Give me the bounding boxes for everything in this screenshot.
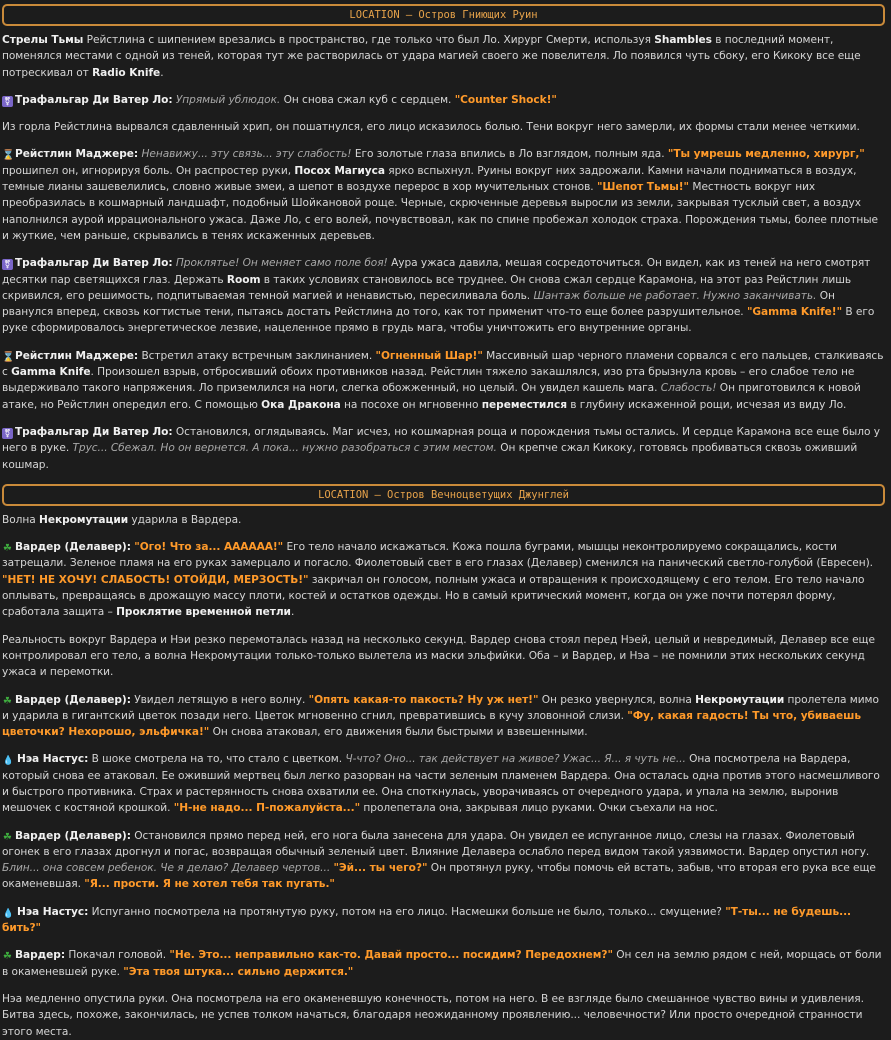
narration-text: Рейстлина с шипением врезались в пространство, где только что был Ло. Хирург Смерти, используя [83,34,655,46]
thought-text: Слабость! [660,382,717,395]
narration-text: пролепетала она, закрывая лицо руками. Очки съехали на нос. [360,802,718,815]
narration-text: Он рванулся вперед, сквозь когтистые тени, пытаясь достать Рейстлина до того, как тот применит что-то еще более разрушительное. [2,289,835,319]
narration-text: Он приготовился к новой атаке, но Рейстлин опередил его. С помощью [2,382,861,411]
speech-text: "Огненный Шар!" [375,349,483,362]
narration-text: в таких условиях становилось все труднее. Он снова сжал сердце Карамона, на этот раз Рейстлин лишь скривился, его решимость, подпитываемая темной магией и ненавистью, пересиливала боль. [2,273,852,302]
speech-text: "Фу, какая гадость! Ты что, убиваешь цветочки? Нехорошо, эльфичка!" [2,709,862,739]
ability-name: Room [226,273,261,286]
thought-text: Трус... Сбежал. Но он вернется. А пока... нужно разобраться с этим местом. [72,442,497,455]
narration-text: . Произошел взрыв, отбросивший обоих противников назад. Рейстлин тяжело закашлялся, изо рта брызнула кровь – его слабое тело не выдерживало такого напряжения. Ло приземлился на ноги, слегка обожженный, но целый. Он увидел кашель мага. [2,366,855,395]
narration-text: пролетела мимо и ударила в гигантский цветок позади него. Цветок мгновенно сгнил, превратившись в кучу зловонной слизи. [2,693,879,722]
speech-text: "Шепот Тьмы!" [596,181,690,194]
character-post [2,692,885,741]
speech-text: "Эта твоя штука... сильно держится." [123,965,354,978]
character-post [2,424,885,473]
narration-text: Испуганно посмотрела на протянутую руку, потом на его лицо. Насмешки больше не было, только... смущение? [88,905,726,918]
narration-text: в глубину искаженной рощи, исчезая из виду Ло. [566,398,847,411]
speaker-name: Вардер (Делавер): [15,829,131,842]
narration-text: Местность вокруг них преобразилась в кошмарный ландшафт, подобный Шойкановой роще. Черные, скрюченные деревья выросли из земли, закрывая тусклый свет, а воздух наполнился аурой иррационального ужаса. Даже Ло, с его волей, почувствовал, как по спине пробежал холодок страха. Порождения тьмы, более плотные и жуткие, чем раньше, скрывались в тенях искаженных деревьев. [2,181,879,242]
narration-paragraph: Из горла Рейстлина вырвался сдавленный хрип, он пошатнулся, его лицо исказилось болью. Тени вокруг него замерли, их формы стали менее четкими. [2,121,860,134]
narration-text: Его золотые глаза впились в Ло взглядом, полным яда. [351,148,668,161]
location-banner: LOCATION – Остров Гниющих Руин [2,4,885,26]
character-post [2,348,885,413]
character-post [2,947,885,980]
narration-paragraph: Нэа медленно опустила руки. Она посмотрела на его окаменевшую конечность, потом на него. В ее взгляде было смешанное чувство вины и удивления. Битва здесь, похоже, закончилась, не успев толком начаться, благодаря неожиданному проявлению... человечности? Или просто очередной странности этого места. [2,992,864,1038]
ability-name: Radio Knife [92,66,161,79]
narration-text: Остановился прямо перед ней, его нога была занесена для удара. Он увидел ее испуганное лицо, слезы на глазах. Фиолетовый огонек в его глазах дрогнул и погас, возвращая обычный зеленый цвет. Влияние Делавера ослабло перед видом такой уязвимости. Вардер опустил ногу. [2,829,870,858]
ability-name: Проклятие временной петли [116,606,291,619]
thought-text: Ч-что? Оно... так действует на живое? Ужас... Я... я чуть не... [345,753,686,766]
ability-name: Некромутации [695,693,785,706]
speech-text: "Опять какая-то пакость? Ну уж нет!" [308,693,539,706]
narration-text: В его руке сформировалось энергетическое лезвие, нацеленное прямо в грудь мага, чтобы уничтожить его внутренние органы. [2,306,875,335]
item-name: Ока Дракона [261,398,341,411]
gender-icon: ⚧ [2,428,13,439]
narration-text: ярко вспыхнул. Руины вокруг них задрожали. Камни начали подниматься в воздух, темные лианы зашевелились, словно живые змеи, а шепот в воздухе перерос в хор мучительных стонов. [2,164,857,194]
hourglass-icon: ⌛ [2,351,15,363]
narration-text: Остановился, оглядываясь. Маг исчез, но кошмарная роща и порождения тьмы остались. И сердце Карамона все еще было у него в руке. [2,425,880,455]
narration-text: Он резко увернулся, волна [538,693,696,706]
speaker-name: Вардер (Делавер): [15,693,131,706]
character-post [2,255,885,336]
droplets-icon: 💧 [2,908,15,919]
ability-name: переместился [481,398,567,411]
clover-icon: ☘ [3,543,12,555]
character-post [2,751,885,816]
narration-text: Аура ужаса давила, мешая сосредоточиться. Он видел, как из теней на него смотрят десятки пар светящихся глаз. Держать [2,257,871,286]
narration-text: прошипел он, игнорируя боль. Он распростер руки, [2,164,295,177]
narration-text: Она посмотрела на Вардера, который снова ее атаковал. Ее оживший мертвец был легко разорван на части зеленым пламенем Вардера. Она осталась одна против этого насмешливого и быстрого противника. Страх и растерянность снова охватили ее. Она споткнулась, уворачиваясь от очередного удара, и упала на землю, выронив мешочек с костяной крошкой. [2,753,880,815]
speaker-name: Трафальгар Ди Ватер Ло: [15,257,173,270]
narration-text: В шоке смотрела на то, что стало с цветком. [88,753,346,766]
narration-text: закричал он голосом, полным ужаса и отвращения к происходящему с его телом. Его тело начало оплывать, превращаясь в дрожащую массу плоти, костей и остатков одежды. Но в самый критический момент, когда он уже почти потерял форму, сработала защита – [2,573,865,619]
speaker-name: Рейстлин Маджере: [15,148,139,161]
ability-name: Некромутации [39,513,129,526]
speech-text: "Не. Это... неправильно как-то. Давай просто... посидим? Передохнем?" [169,949,613,962]
narration-text: Волна [2,513,40,526]
narration-text: Он протянул руку, чтобы помочь ей встать, забыв, что вторая его рука все еще окаменевшая. [2,862,876,891]
location-banner: LOCATION – Остров Вечноцветущих Джунглей [2,484,885,506]
speaker-name: Вардер (Делавер): [15,541,131,554]
speaker-name: Нэа Настус: [17,905,89,918]
speaker-name: Нэа Настус: [17,753,89,766]
speech-text: "Я... прости. Я не хотел тебя так пугать." [84,878,335,891]
speech-text: "Ты умрешь медленно, хирург," [667,148,865,161]
clover-icon: ☘ [3,951,12,963]
thought-text: Проклятье! Он меняет само поле боя! [175,257,388,270]
narration-text: Встретил атаку встречным заклинанием. [138,349,376,362]
narration-text: ударила в Вардера. [128,513,242,526]
droplets-icon: 💧 [2,756,15,767]
speech-text: "Ого! Что за... АААААА!" [134,541,284,554]
ability-name: Стрелы Тьмы [2,34,84,46]
thought-text: Упрямый ублюдок. [175,93,281,106]
character-post [2,828,885,893]
character-post [2,146,885,244]
clover-icon: ☘ [3,831,12,843]
narration-text: в последний момент, поменялся местами с одной из теней, которая тут же растворилась от удара магией своего же повелителя. Ло появился чуть сбоку, его Кикоку все еще потрескивал от [2,34,861,79]
speech-text: "Т-ты... не будешь... бить?" [2,905,852,935]
thought-text: Блин... она совсем ребенок. Че я делаю? Делавер чертов... [2,862,334,875]
speech-text: "Gamma Knife!" [746,306,843,319]
thought-text: Шантаж больше не работает. Нужно заканчивать. [533,289,817,302]
narration-paragraph [2,512,885,528]
hourglass-icon: ⌛ [2,150,15,162]
speaker-name: Трафальгар Ди Ватер Ло: [15,425,173,438]
narration-paragraph [2,32,885,81]
narration-text: Увидел летящую в него волну. [130,693,309,706]
speech-text: "Counter Shock!" [454,93,557,106]
speaker-name: Трафальгар Ди Ватер Ло: [15,93,173,106]
speech-text: "Эй... ты чего?" [333,862,428,875]
clover-icon: ☘ [3,695,12,707]
thought-text: Ненавижу... эту связь... эту слабость! [141,148,352,161]
character-post [2,539,885,620]
narration-text: . [160,66,164,79]
narration-text: Его тело начало искажаться. Кожа пошла буграми, мышцы неконтролируемо сокращались, кости затрещали. Зеленое пламя на его руках замерцало и погасло. Фиолетовый свет в его глазах (Делавер) сменился на панический светло-голубой (Евресен). [2,541,873,570]
speech-text: "Н-не надо... П-пожалуйста..." [173,802,361,815]
ability-name: Shambles [654,34,712,46]
gender-icon: ⚧ [2,259,13,270]
item-name: Посох Магиуса [294,164,385,177]
narration-text: Он снова атаковал, его движения были быстрыми и взвешенными. [209,726,588,739]
narration-text: Массивный шар черного пламени сорвался с его пальцев, сталкиваясь с [2,349,884,379]
speaker-name: Рейстлин Маджере: [15,349,139,362]
narration-text: на посохе он мгновенно [340,398,482,411]
gender-icon: ⚧ [2,96,13,107]
speaker-name: Вардер: [15,949,66,962]
narration-text: Покачал головой. [65,949,170,962]
narration-text: Он крепче сжал Кикоку, готовясь пробиваться сквозь оживший кошмар. [2,442,858,471]
narration-text: Он сел на землю рядом с ней, морщась от боли в окаменевшей руке. [2,949,882,978]
narration-text: . [290,606,295,619]
speech-text: "НЕТ! НЕ ХОЧУ! СЛАБОСТЬ! ОТОЙДИ, МЕРЗОСТЬ!" [2,573,309,586]
ability-name: Gamma Knife [11,366,91,379]
narration-paragraph: Реальность вокруг Вардера и Нэи резко перемоталась назад на несколько секунд. Вардер снова стоял перед Нэей, целый и невредимый, Делавер все еще контролировал его тело, а волна Некромутации только-только вылетела из маски эльфийки. Оба – и Вардер, и Нэа – не помнили этих нескольких секунд ужаса и перемотки. [2,633,875,679]
narration-text: Он снова сжал куб с сердцем. [280,93,455,106]
character-post [2,92,885,108]
character-post [2,904,885,937]
